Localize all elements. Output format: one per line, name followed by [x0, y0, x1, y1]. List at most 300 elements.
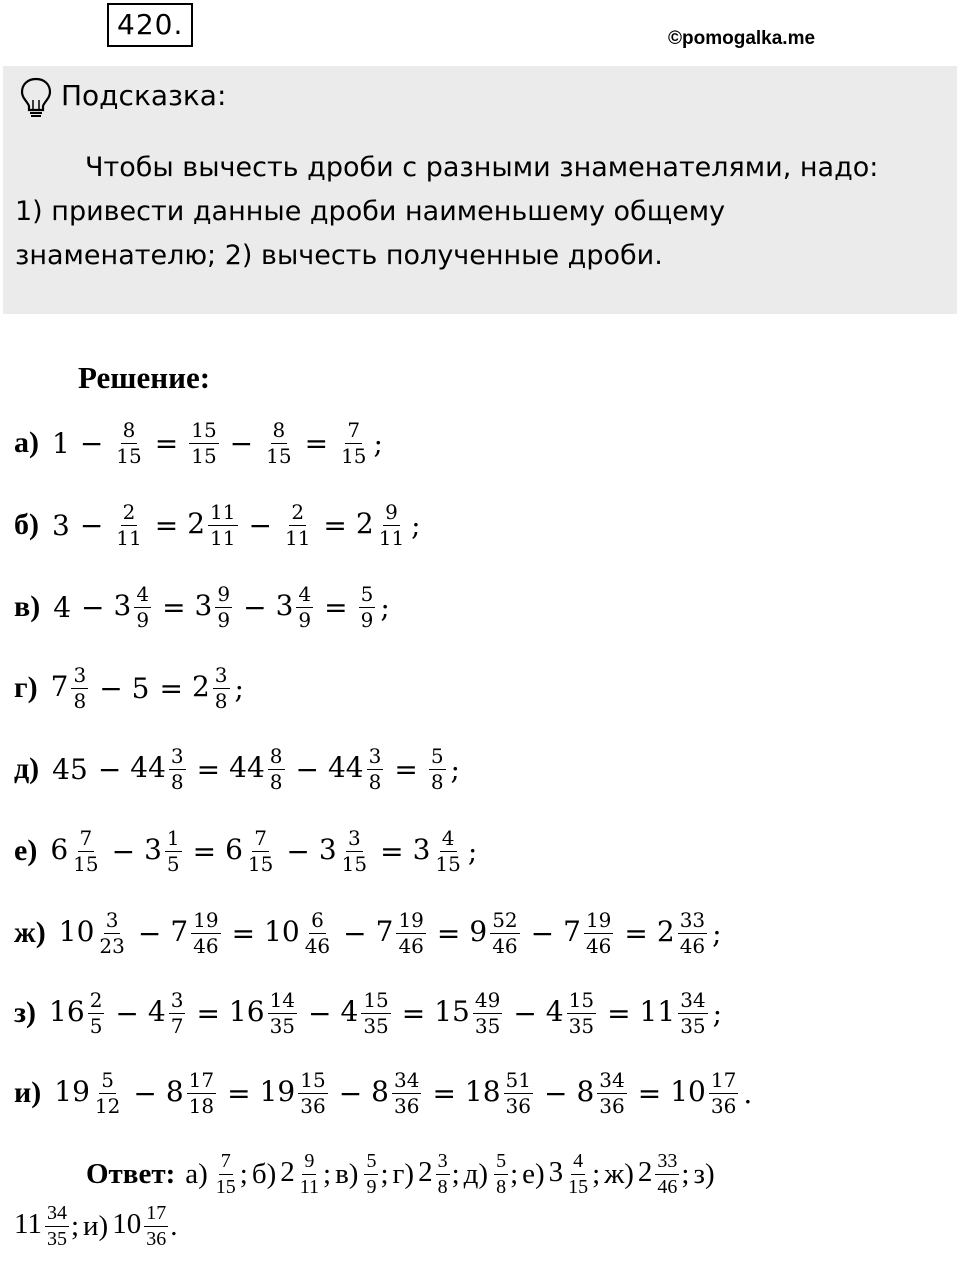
numerator: 15: [363, 987, 389, 1012]
denominator: 9: [360, 607, 374, 632]
whole-part: 19: [54, 1074, 90, 1108]
math-term: [132, 672, 151, 705]
math-term: [657, 909, 709, 958]
math-term: [112, 419, 145, 468]
math-term: [112, 1202, 170, 1251]
operator: =: [380, 834, 404, 868]
numerator: 34: [680, 987, 706, 1012]
math-term: [549, 1150, 593, 1199]
math-term: [229, 745, 286, 794]
denominator: 8: [214, 688, 228, 713]
math-term: [52, 509, 71, 542]
answer-line-2: [14, 1200, 944, 1252]
fraction: [169, 989, 186, 1038]
whole-part: 44: [130, 750, 166, 784]
numerator: 4: [441, 825, 455, 850]
fraction: [392, 1069, 421, 1118]
math-term: [260, 1069, 330, 1118]
answer-end: .: [170, 1209, 178, 1242]
fraction: [134, 583, 151, 632]
whole-part: 44: [229, 750, 265, 784]
fraction: [504, 1069, 533, 1118]
operator: =: [154, 426, 179, 460]
denominator: 15: [266, 443, 292, 468]
fraction: [213, 664, 230, 713]
numerator: 2: [89, 987, 103, 1012]
math-term: [418, 1150, 452, 1199]
denominator: 8: [430, 769, 444, 794]
numerator: 49: [474, 987, 501, 1012]
operator: =: [192, 834, 217, 868]
denominator: 7: [170, 1013, 184, 1038]
whole-part: 10: [58, 914, 95, 948]
math-term: [492, 1150, 510, 1199]
math-term: [356, 501, 408, 550]
operator: −: [530, 916, 555, 950]
hint-title: Подсказка:: [61, 79, 227, 112]
fraction: [678, 909, 707, 958]
operator: =: [394, 752, 418, 786]
math-term: [144, 827, 184, 876]
math-term: [281, 501, 314, 550]
answer-end: ;: [681, 1157, 690, 1190]
fraction: [566, 1150, 590, 1199]
whole-part: 3: [275, 588, 294, 622]
numerator: 3: [348, 825, 361, 850]
row-end: ;: [712, 996, 723, 1030]
math-term: [54, 1069, 124, 1118]
fraction: [283, 501, 312, 550]
fraction: [429, 745, 446, 794]
numerator: 33: [655, 1150, 679, 1175]
math-term: [357, 583, 378, 632]
whole-part: 6: [225, 832, 243, 866]
numerator: 17: [188, 1067, 215, 1092]
numerator: 4: [298, 581, 312, 606]
math-term: [112, 501, 145, 550]
math-term: [166, 1069, 218, 1118]
answer-end: ;: [380, 1157, 389, 1190]
operator: −: [343, 916, 367, 950]
row-label: д): [14, 752, 40, 785]
math-term: [264, 909, 334, 958]
math-term: [563, 909, 615, 958]
solution-row: [14, 500, 421, 550]
math-term: [130, 745, 187, 794]
whole-part: 3: [318, 832, 337, 866]
answer-label: б): [251, 1157, 277, 1190]
numerator: 7: [79, 825, 93, 850]
whole-part: 10: [112, 1207, 142, 1240]
numerator: 34: [393, 1067, 420, 1092]
denominator: 46: [492, 933, 518, 958]
operator: −: [111, 834, 136, 868]
numerator: 5: [364, 1150, 378, 1175]
fraction: [340, 827, 369, 876]
whole-part: 3: [144, 832, 162, 866]
numerator: 2: [291, 499, 305, 524]
math-term: [280, 1150, 323, 1199]
numerator: 5: [360, 581, 374, 606]
whole-part: 11: [639, 994, 676, 1028]
answer-label: а): [185, 1157, 208, 1190]
fraction: [114, 419, 143, 468]
operator: =: [231, 916, 256, 950]
whole-part: 19: [259, 1074, 296, 1108]
fraction: [214, 1150, 238, 1199]
denominator: 15: [215, 1175, 236, 1198]
fraction: [367, 745, 384, 794]
solution-row: [14, 663, 244, 713]
denominator: 35: [363, 1013, 389, 1038]
denominator: 15: [568, 1175, 589, 1198]
solution-row: [14, 1068, 752, 1118]
whole-part: 18: [464, 1074, 501, 1108]
denominator: 9: [217, 607, 231, 632]
math-term: [53, 591, 72, 624]
denominator: 11: [210, 525, 236, 550]
fraction: [436, 1150, 450, 1199]
math-term: [337, 419, 370, 468]
operator: −: [295, 752, 319, 786]
numerator: 19: [398, 907, 424, 932]
operator: =: [637, 1076, 662, 1110]
fraction: [97, 909, 126, 958]
denominator: 46: [193, 933, 219, 958]
operator: −: [99, 671, 123, 705]
fraction: [264, 419, 293, 468]
denominator: 15: [116, 443, 142, 468]
hint-line: 1) привести данные дроби наименьшему общему: [15, 196, 726, 227]
fraction: [191, 909, 220, 958]
row-end: ;: [467, 834, 478, 868]
fraction: [114, 501, 143, 550]
math-term: [546, 989, 598, 1038]
numerator: 3: [436, 1150, 450, 1175]
math-term: [469, 909, 521, 958]
answer-label: в): [335, 1157, 359, 1190]
whole-part: 8: [165, 1074, 184, 1108]
math-term: [319, 827, 371, 876]
operator: −: [229, 426, 254, 460]
math-term: [276, 583, 316, 632]
denominator: 35: [46, 1227, 67, 1250]
numerator: 6: [311, 907, 324, 932]
math-term: [192, 664, 232, 713]
denominator: 9: [366, 1175, 377, 1198]
denominator: 46: [398, 933, 424, 958]
denominator: 46: [657, 1175, 678, 1198]
numerator: 5: [494, 1150, 508, 1175]
math-term: [225, 827, 277, 876]
numerator: 15: [300, 1067, 326, 1092]
math-term: [638, 1150, 682, 1199]
operator: =: [162, 590, 186, 624]
operator: −: [137, 916, 162, 950]
math-term: [50, 827, 102, 876]
fraction: [88, 989, 105, 1038]
fraction: [165, 827, 182, 876]
denominator: 15: [73, 851, 99, 876]
row-end: .: [743, 1076, 753, 1110]
denominator: 35: [568, 1013, 595, 1038]
math-term: [52, 753, 89, 786]
fraction: [298, 1150, 321, 1199]
whole-part: 7: [375, 914, 394, 948]
solution-row: [14, 744, 460, 794]
row-end: ;: [450, 752, 460, 786]
whole-part: 2: [191, 669, 210, 703]
numerator: 8: [269, 743, 283, 768]
operator: −: [544, 1076, 568, 1110]
fraction: [215, 583, 232, 632]
whole-part: 4: [53, 590, 72, 624]
fraction: [268, 989, 297, 1038]
operator: −: [243, 590, 267, 624]
math-term: [14, 1202, 71, 1251]
numerator: 3: [73, 662, 87, 687]
numerator: 7: [347, 417, 361, 442]
math-term: [670, 1069, 740, 1118]
denominator: 8: [437, 1175, 448, 1198]
row-end: ;: [411, 508, 421, 542]
numerator: 33: [679, 907, 706, 932]
numerator: 5: [430, 743, 444, 768]
denominator: 11: [299, 1175, 320, 1198]
whole-part: 44: [327, 750, 364, 784]
denominator: 9: [298, 607, 312, 632]
whole-part: 5: [131, 671, 150, 705]
math-term: [640, 989, 710, 1038]
numerator: 7: [254, 825, 268, 850]
denominator: 8: [269, 769, 283, 794]
whole-part: 3: [194, 588, 213, 622]
solution-row: [14, 418, 383, 468]
answer-label: е): [522, 1157, 545, 1190]
numerator: 8: [272, 417, 286, 442]
math-term: [229, 989, 299, 1038]
fraction: [45, 1202, 69, 1251]
fraction: [433, 827, 462, 876]
fraction: [655, 1150, 679, 1199]
numerator: 7: [219, 1150, 233, 1175]
numerator: 34: [599, 1067, 625, 1092]
numerator: 14: [269, 987, 296, 1012]
fraction: [377, 501, 406, 550]
denominator: 11: [378, 525, 405, 550]
answer-end: ;: [70, 1209, 79, 1242]
fraction: [303, 909, 332, 958]
numerator: 3: [214, 662, 228, 687]
numerator: 3: [105, 907, 119, 932]
fraction: [298, 1069, 327, 1118]
denominator: 23: [99, 933, 125, 958]
watermark: ©pomogalka.me: [668, 28, 816, 49]
whole-part: 10: [670, 1074, 706, 1108]
math-term: [212, 1150, 240, 1199]
whole-part: 3: [113, 588, 132, 622]
answer-label: г): [392, 1157, 415, 1190]
fraction: [567, 989, 596, 1038]
operator: =: [196, 996, 220, 1030]
hint-line: Чтобы вычесть дроби с разными знаменателями, надо:: [85, 152, 879, 183]
numerator: 19: [585, 907, 612, 932]
numerator: 19: [193, 907, 219, 932]
whole-part: 3: [548, 1155, 564, 1188]
answer-end: ;: [510, 1157, 519, 1190]
fraction: [364, 1150, 378, 1199]
math-term: [187, 419, 220, 468]
whole-part: 2: [656, 914, 675, 948]
fraction: [597, 1069, 626, 1118]
denominator: 18: [188, 1093, 215, 1118]
operator: =: [436, 916, 461, 950]
math-term: [434, 989, 504, 1038]
denominator: 5: [166, 851, 180, 876]
whole-part: 7: [170, 914, 189, 948]
whole-part: 6: [50, 832, 69, 866]
row-label: е): [14, 834, 38, 867]
operator: −: [133, 1076, 157, 1110]
numerator: 8: [122, 417, 136, 442]
solution-row: [14, 988, 722, 1038]
whole-part: 2: [418, 1155, 433, 1188]
row-label: и): [14, 1076, 42, 1109]
math-term: [413, 827, 465, 876]
answer-line-1: [14, 1148, 944, 1200]
whole-part: 7: [563, 914, 581, 948]
math-term: [49, 989, 106, 1038]
row-label: а): [14, 426, 39, 459]
numerator: 3: [368, 743, 382, 768]
denominator: 36: [505, 1093, 531, 1118]
operator: −: [513, 996, 537, 1030]
numerator: 5: [101, 1067, 115, 1092]
whole-part: 8: [576, 1074, 595, 1108]
answer-block: [14, 1148, 944, 1252]
operator: −: [97, 752, 122, 786]
numerator: 9: [385, 499, 398, 524]
solution-title: Решение:: [78, 360, 211, 395]
fraction: [359, 583, 376, 632]
row-label: ж): [14, 916, 46, 949]
denominator: 5: [89, 1013, 103, 1038]
whole-part: 10: [264, 914, 300, 948]
operator: −: [81, 590, 105, 624]
fraction: [361, 989, 390, 1038]
denominator: 35: [474, 1013, 501, 1038]
fraction: [473, 989, 502, 1038]
numerator: 17: [710, 1067, 737, 1092]
fraction: [709, 1069, 738, 1118]
row-label: г): [14, 671, 38, 704]
solution-row: [14, 582, 390, 632]
answer-end: ;: [592, 1157, 601, 1190]
denominator: 36: [599, 1093, 625, 1118]
answer-label: и): [83, 1209, 109, 1242]
fraction: [144, 1202, 168, 1251]
row-label: б): [14, 508, 39, 541]
denominator: 11: [284, 525, 311, 550]
fraction: [169, 745, 186, 794]
whole-part: 7: [50, 669, 69, 703]
solution-row: [14, 908, 722, 958]
numerator: 2: [122, 499, 136, 524]
denominator: 15: [341, 851, 368, 876]
row-end: ;: [373, 426, 383, 460]
operator: −: [308, 996, 332, 1030]
denominator: 12: [94, 1093, 121, 1118]
whole-part: 3: [52, 508, 70, 542]
hint-box: [3, 66, 957, 314]
numerator: 3: [170, 743, 184, 768]
math-term: [262, 419, 295, 468]
math-term: [576, 1069, 628, 1118]
fraction: [584, 909, 613, 958]
fraction: [296, 583, 313, 632]
denominator: 15: [341, 443, 367, 468]
numerator: 15: [191, 417, 217, 442]
answer-title: Ответ:: [86, 1157, 176, 1190]
math-term: [371, 1069, 423, 1118]
denominator: 46: [585, 933, 612, 958]
operator: =: [607, 996, 631, 1030]
operator: −: [79, 426, 104, 460]
whole-part: 16: [49, 994, 85, 1028]
denominator: 9: [136, 607, 150, 632]
hint-line: знаменателю; 2) вычесть полученные дроби.: [15, 240, 663, 271]
denominator: 46: [679, 933, 706, 958]
fraction: [268, 745, 285, 794]
denominator: 15: [191, 443, 217, 468]
numerator: 4: [136, 581, 150, 606]
denominator: 8: [368, 769, 382, 794]
denominator: 15: [435, 851, 461, 876]
math-term: [465, 1069, 535, 1118]
denominator: 8: [170, 769, 184, 794]
answer-label: д): [463, 1157, 489, 1190]
math-term: [427, 745, 448, 794]
operator: =: [624, 916, 648, 950]
numerator: 9: [217, 581, 231, 606]
math-term: [51, 664, 91, 713]
denominator: 15: [247, 851, 274, 876]
numerator: 15: [568, 987, 595, 1012]
operator: −: [115, 996, 139, 1030]
operator: =: [159, 671, 183, 705]
numerator: 3: [170, 987, 184, 1012]
denominator: 11: [116, 525, 142, 550]
fraction: [71, 827, 100, 876]
answer-end: ;: [451, 1157, 460, 1190]
denominator: 8: [73, 688, 87, 713]
whole-part: 4: [147, 994, 166, 1028]
task-number: 420.: [107, 3, 193, 47]
operator: −: [248, 508, 272, 542]
denominator: 36: [393, 1093, 420, 1118]
whole-part: 1: [52, 426, 70, 460]
fraction: [187, 1069, 216, 1118]
whole-part: 45: [52, 752, 88, 786]
numerator: 17: [144, 1202, 168, 1227]
fraction: [246, 827, 275, 876]
denominator: 35: [269, 1013, 296, 1038]
lightbulb-icon: [19, 76, 53, 120]
whole-part: 2: [187, 506, 206, 540]
answer-end: ;: [239, 1157, 248, 1190]
denominator: 46: [304, 933, 331, 958]
operator: −: [286, 834, 310, 868]
